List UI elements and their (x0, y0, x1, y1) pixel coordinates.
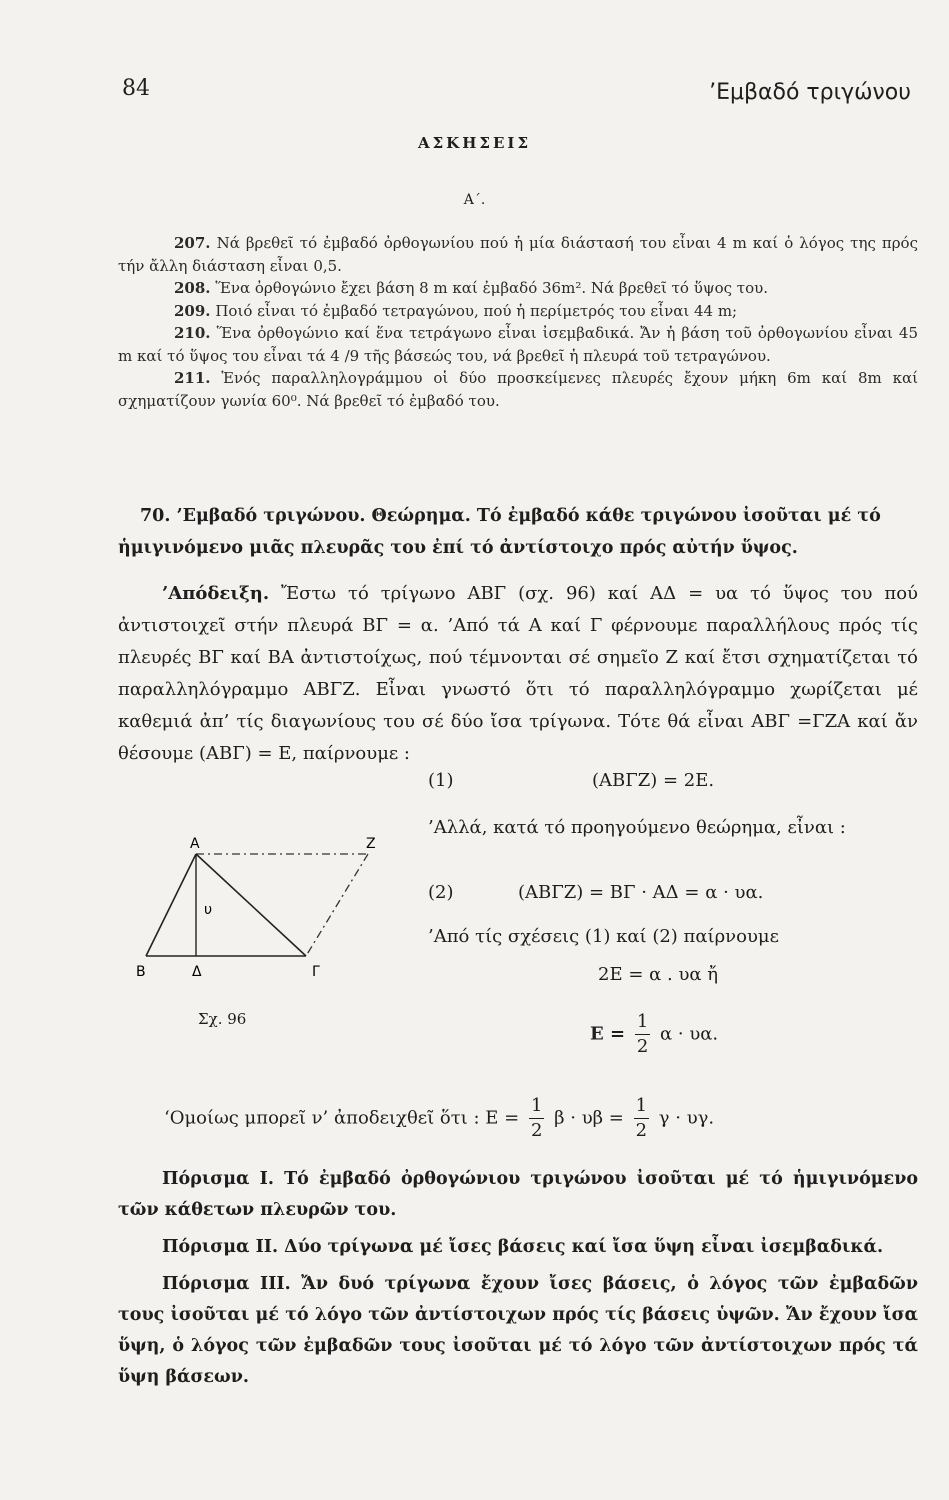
section-title: ’Εμβαδό τριγώνου. Θεώρημα. (176, 506, 471, 526)
corollary-item (118, 1232, 918, 1263)
corollary-name: Πόρισμα ΙΙ. (162, 1237, 279, 1257)
exercise-item (118, 232, 918, 277)
proof-paragraph (118, 578, 918, 770)
exercise-item (118, 367, 918, 412)
corollary-item (118, 1164, 918, 1226)
exercise-number: 207. (174, 234, 211, 252)
proof-label: ’Απόδειξη. (162, 583, 270, 604)
exercise-text: Ἑνός παραλληλογράμμου οἱ δύο προσκείμενες πλευρές ἔχουν μήκη 6m καί 8m καί σχηματίζουν γωνία 60⁰. Νά βρεθεῖ τό ἐμβαδό του. (118, 369, 918, 410)
theorem-statement: Τό ἐμβαδό κάθε τριγώνου ἰσοῦται μέ τό ἡμιγινόμενο μιᾶς πλευρᾶς του ἐπί τό ἀντίστοιχο πρός αὐτήν ὕψος. (118, 506, 881, 558)
exercise-text: Ποιό εἶναι τό ἐμβαδό τετραγώνου, πού ἡ περίμετρός του εἶναι 44 m; (215, 301, 738, 320)
exercises-part: Α΄. (463, 192, 486, 208)
equation-2: (ΑΒΓΖ) = ΒΓ · ΑΔ = α · υα. (518, 882, 764, 903)
vertex-d-label: Δ (192, 964, 202, 980)
corollary-text: Ἄν δυό τρίγωνα ἔχουν ἴσες βάσεις, ὁ λόγος τῶν ἐμβαδῶν τους ἰσοῦται μέ τό λόγο τῶν ἀντίστοιχων πρός τίς βάσεις ὑψῶν. Ἄν ἔχουν ἴσα ὕψη, ὁ λόγος τῶν ἐμβαδῶν τους ἰσοῦται μέ τό λόγο τῶν ἀντίστοιχων πρός τά ὕψη βάσεων. (118, 1274, 918, 1387)
exercise-number: 208. (174, 279, 211, 297)
exercise-text: Ἕνα ὀρθογώνιο καί ἕνα τετράγωνο εἶναι ἰσεμβαδικά. Ἄν ἡ βάση τοῦ ὀρθογωνίου εἶναι 45 m καί τό ὕψος του εἶναι τά 4 /9 τῆς βάσεώς του, νά βρεθεῖ ἡ πλευρά τοῦ τετραγώνου. (118, 324, 918, 365)
corollary-name: Πόρισμα ΙΙΙ. (162, 1274, 291, 1294)
theorem-block (118, 500, 918, 564)
fraction-denominator: 2 (635, 1120, 648, 1141)
fraction-half (635, 1010, 650, 1059)
vertex-b-label: Β (136, 964, 146, 980)
exercise-text: Νά βρεθεῖ τό ἐμβαδό ὀρθογωνίου πού ἡ μία διάστασή του εἶναι 4 m καί ὁ λόγος της πρός τήν ἄλλη διάσταση εἶναι 0,5. (118, 234, 918, 275)
fraction-numerator: 1 (634, 1094, 649, 1119)
similar-formula (164, 1094, 714, 1143)
proof-continuation: ’Αλλά, κατά τό προηγούμενο θεώρημα, εἶναι : (428, 817, 846, 838)
parallel-line-zg (306, 854, 368, 956)
figure-96 (128, 832, 378, 986)
equation-1: (ΑΒΓΖ) = 2Ε. (592, 770, 715, 791)
page-number: 84 (122, 76, 150, 101)
corollary-name: Πόρισμα Ι. (162, 1169, 274, 1189)
running-title: ’Εμβαδό τριγώνου (709, 80, 911, 105)
height-label: υ (204, 902, 213, 918)
equation-4-lhs: Ε = (590, 1023, 626, 1045)
fraction-denominator: 2 (636, 1036, 649, 1057)
exercise-number: 210. (174, 324, 211, 342)
fraction-denominator: 2 (530, 1120, 543, 1141)
figure-caption: Σχ. 96 (198, 1010, 247, 1028)
equation-4-rhs: α · υα. (660, 1023, 719, 1045)
exercise-number: 209. (174, 301, 211, 320)
exercises-title: ΑΣΚΗΣΕΙΣ (417, 134, 532, 152)
side-ag (196, 854, 306, 956)
vertex-a-label: Α (190, 836, 200, 852)
corollary-item (118, 1269, 918, 1393)
equation-3: 2Ε = α . υα ἤ (598, 964, 719, 985)
fraction-numerator: 1 (635, 1010, 650, 1035)
vertex-g-label: Γ (312, 964, 320, 980)
vertex-z-label: Ζ (366, 836, 376, 852)
section-number: 70. (140, 506, 171, 526)
exercise-number: 211. (174, 369, 211, 387)
similar-text: ‘Ομοίως μπορεῖ ν’ ἀποδειχθεῖ ὅτι : (164, 1107, 480, 1129)
fraction-numerator: 1 (529, 1094, 544, 1119)
exercise-item (118, 300, 918, 323)
exercise-item (118, 277, 918, 300)
proof-conclusion: ’Από τίς σχέσεις (1) καί (2) παίρνουμε (428, 926, 779, 947)
proof-text: Ἔστω τό τρίγωνο ΑΒΓ (σχ. 96) καί ΑΔ = υα τό ὕψος του πού ἀντιστοιχεῖ στήν πλευρά ΒΓ = α. ’Από τά Α καί Γ φέρνουμε παραλλήλους πρός τίς πλευρές ΒΓ καί ΒΑ ἀντιστοίχως, πού τέμνονται σέ σημεῖο Ζ καί ἔτσι σχηματίζεται τό παραλληλόγραμμο ΑΒΓΖ. Εἶναι γνωστό ὅτι τό παραλληλόγραμμο χωρίζεται μέ καθεμιά ἀπ’ τίς διαγωνίους του σέ δύο ἴσα τρίγωνα. Τότε θά εἶναι ΑΒΓ =ΓΖΑ καί ἄν θέσουμε (ΑΒΓ) = Ε, παίρνουμε : (118, 583, 918, 764)
exercise-list (118, 232, 918, 412)
corollary-text: Δύο τρίγωνα μέ ἴσες βάσεις καί ἴσα ὕψη εἶναι ἰσεμβαδικά. (284, 1237, 884, 1257)
side-ab (146, 854, 196, 956)
equation-1-label: (1) (428, 770, 454, 791)
fraction-half-gamma (634, 1094, 649, 1143)
exercise-item (118, 322, 918, 367)
exercise-text: Ἕνα ὀρθογώνιο ἔχει βάση 8 m καί ἐμβαδό 36m². Νά βρεθεῖ τό ὕψος του. (215, 279, 768, 297)
similar-rhs: γ · υγ. (658, 1107, 715, 1129)
equation-2-label: (2) (428, 882, 454, 903)
fraction-half-beta (529, 1094, 544, 1143)
equation-4 (590, 1010, 718, 1059)
triangle-diagram (128, 832, 378, 982)
similar-mid: β · υβ = (554, 1107, 624, 1129)
corollary-list (118, 1164, 918, 1399)
similar-lhs: Ε = (485, 1107, 520, 1129)
corollary-text: Τό ἐμβαδό ὀρθογώνιου τριγώνου ἰσοῦται μέ τό ἡμιγινόμενο τῶν κάθετων πλευρῶν του. (118, 1169, 919, 1220)
